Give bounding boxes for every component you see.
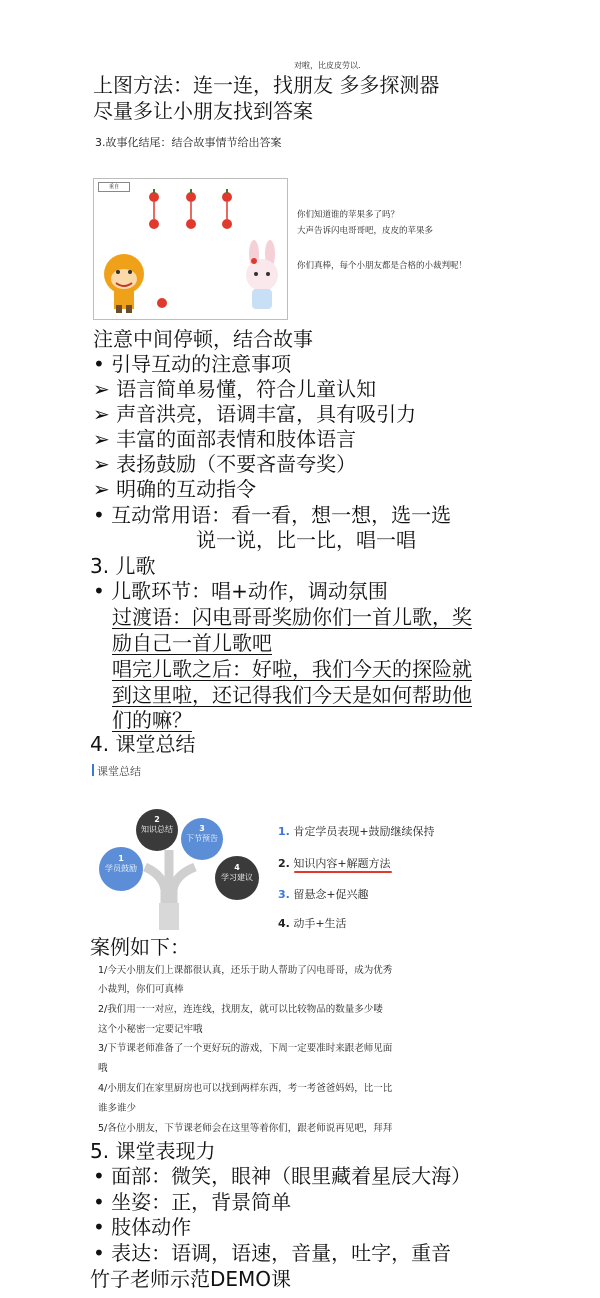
guide-item: ➢ 语言简单易懂，符合儿童认知 xyxy=(93,377,377,401)
case-line: 3/下节课老师准备了一个更好玩的游戏，下周一定要准时来跟老师见面 xyxy=(98,1043,393,1054)
case-line: 这个小秘密一定要记牢哦 xyxy=(98,1024,203,1035)
performance-item-text: 表达：语调，语速，音量，吐字，重音 xyxy=(111,1241,452,1265)
song-after-3: 们的嘛？ xyxy=(112,708,192,732)
list-num: 1. xyxy=(278,825,290,838)
performance-heading: 5. 课堂表现力 xyxy=(90,1139,216,1163)
song-item-text: 儿歌环节：唱+动作，调动氛围 xyxy=(111,579,388,603)
tree-node-label: 学员鼓励 xyxy=(105,864,137,873)
tree-node-num: 2 xyxy=(154,815,160,824)
monkey-icon xyxy=(104,254,144,313)
tree-node-num: 3 xyxy=(199,824,205,833)
phrases-line-1: • 互动常用语：看一看，想一想，选一选 xyxy=(93,503,452,527)
guide-item-text: 明确的互动指令 xyxy=(116,477,257,501)
tree-node-num: 1 xyxy=(118,854,124,863)
phrases-text: 互动常用语：看一看，想一想，选一选 xyxy=(111,503,452,527)
song-after-1: 唱完儿歌之后：好啦，我们今天的探险就 xyxy=(112,657,472,681)
performance-item: • 表达：语调，语速，音量，吐字，重音 xyxy=(93,1241,452,1265)
summary-heading: 4. 课堂总结 xyxy=(90,732,196,756)
summary-list-item xyxy=(278,823,435,839)
apples-illustration xyxy=(94,179,287,319)
performance-item: • 坐姿：正，背景简单 xyxy=(93,1190,292,1214)
story-heading: 3.故事化结尾：结合故事情节给出答案 xyxy=(95,136,282,149)
story-slide-image xyxy=(93,178,288,320)
red-underline xyxy=(294,871,392,873)
list-text: 知识内容+解题方法 xyxy=(293,857,391,870)
slide-button: 重自 xyxy=(98,182,130,192)
caption-3: 你们真棒，每个小朋友都是合格的小裁判呢！ xyxy=(297,261,468,271)
guide-item-text: 表扬鼓励（不要吝啬夸奖） xyxy=(116,452,357,476)
tree-node-4 xyxy=(215,856,259,900)
song-heading: 3. 儿歌 xyxy=(90,554,156,578)
song-transition-1: 过渡语：闪电哥哥奖励你们一首儿歌，奖 xyxy=(112,605,472,629)
guide-item: ➢ 丰富的面部表情和肢体语言 xyxy=(93,427,357,451)
case-line: 谁多谁少 xyxy=(98,1103,137,1114)
panel-title-bar xyxy=(92,764,94,776)
song-transition-2: 励自己一首儿歌吧 xyxy=(112,631,272,655)
case-line: 5/各位小朋友，下节课老师会在这里等着你们，跟老师说再见吧，拜拜 xyxy=(98,1123,393,1134)
method-line-1: 上图方法：连一连，找朋友 多多探测器 xyxy=(93,73,440,97)
performance-item: • 面部：微笑，眼神（眼里藏着星辰大海） xyxy=(93,1164,472,1188)
guide-item: ➢ 表扬鼓励（不要吝啬夸奖） xyxy=(93,452,357,476)
tree-node-label: 知识总结 xyxy=(141,825,173,834)
pause-note: 注意中间停顿，结合故事 xyxy=(93,327,313,351)
song-after-2: 到这里啦，还记得我们今天是如何帮助他 xyxy=(112,683,472,707)
list-num: 4. xyxy=(278,917,290,930)
bunny-icon xyxy=(246,240,278,309)
guide-item: ➢ 声音洪亮，语调丰富，具有吸引力 xyxy=(93,402,417,426)
case-line: 哦 xyxy=(98,1063,108,1074)
list-num: 3. xyxy=(278,888,290,901)
tree-node-label: 学习建议 xyxy=(221,873,253,882)
tree-node-1 xyxy=(99,847,143,891)
guide-item: ➢ 明确的互动指令 xyxy=(93,477,257,501)
summary-list-item xyxy=(278,855,391,871)
list-text: 动手+生活 xyxy=(293,917,347,930)
guide-title: • 引导互动的注意事项 xyxy=(93,352,292,376)
case-line: 4/小朋友们在家里厨房也可以找到两样东西，考一考爸爸妈妈，比一比 xyxy=(98,1083,393,1094)
summary-list-item xyxy=(278,915,347,931)
list-text: 肯定学员表现+鼓励继续保持 xyxy=(293,825,435,838)
top-snippet: 对啦，比皮皮劳以. xyxy=(294,61,361,70)
tree-node-3 xyxy=(181,818,223,860)
demo-line: 竹子老师示范DEMO课 xyxy=(90,1267,292,1291)
caption-1: 你们知道谁的苹果多了吗？ xyxy=(297,210,400,220)
song-item: • 儿歌环节：唱+动作，调动氛围 xyxy=(93,579,388,603)
panel-title: 课堂总结 xyxy=(97,765,141,778)
performance-item-text: 面部：微笑，眼神（眼里藏着星辰大海） xyxy=(111,1164,472,1188)
case-line: 1/今天小朋友们上课都很认真，还乐于助人帮助了闪电哥哥，成为优秀 xyxy=(98,965,393,976)
summary-list-item xyxy=(278,886,369,902)
guide-item-text: 声音洪亮，语调丰富，具有吸引力 xyxy=(116,402,417,426)
list-num: 2. xyxy=(278,857,290,870)
performance-item: • 肢体动作 xyxy=(93,1215,192,1239)
guide-title-text: 引导互动的注意事项 xyxy=(111,352,292,376)
cases-heading: 案例如下： xyxy=(90,935,190,959)
guide-item-text: 丰富的面部表情和肢体语言 xyxy=(116,427,357,451)
tree-node-label: 下节预告 xyxy=(186,834,218,843)
performance-item-text: 坐姿：正，背景简单 xyxy=(111,1190,292,1214)
guide-item-text: 语言简单易懂，符合儿童认知 xyxy=(116,377,377,401)
performance-item-text: 肢体动作 xyxy=(111,1215,192,1239)
case-line: 小裁判，你们可真棒 xyxy=(98,984,184,995)
list-text: 留悬念+促兴趣 xyxy=(293,888,369,901)
method-line-2: 尽量多让小朋友找到答案 xyxy=(93,99,313,123)
case-line: 2/我们用一一对应，连连线，找朋友，就可以比较物品的数量多少喽 xyxy=(98,1004,383,1015)
phrases-line-2: 说一说，比一比，唱一唱 xyxy=(196,528,416,552)
tree-node-2 xyxy=(136,809,178,851)
caption-2: 大声告诉闪电哥哥吧，皮皮的苹果多 xyxy=(297,226,434,236)
tree-node-num: 4 xyxy=(234,863,240,872)
